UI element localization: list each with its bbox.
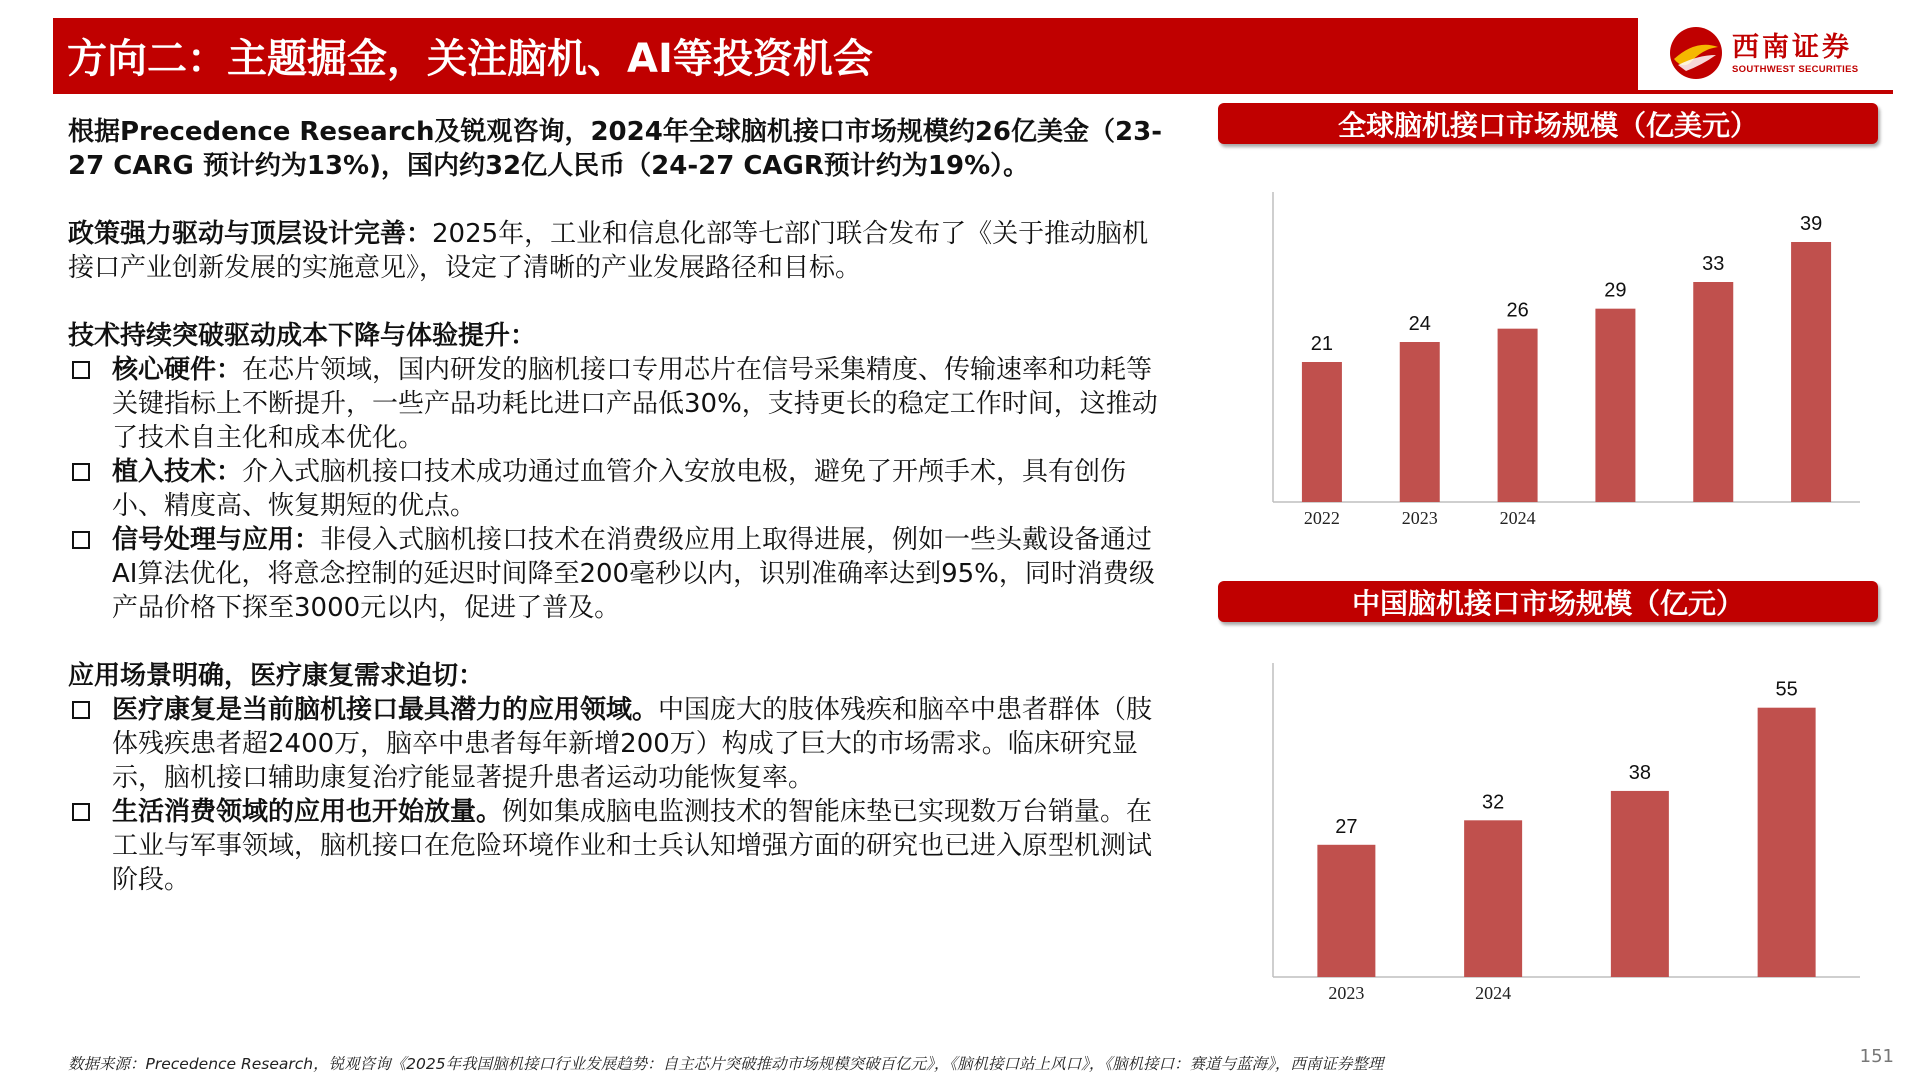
bullet-text: 例如集成脑电监测技术的智能床垫已实现数万台销量。在工业与军事领域，脑机接口在危险环境作业和士兵认知增强方面的研究也已进入原型机测试阶段。: [112, 797, 1153, 895]
list-item: [68, 455, 1168, 523]
bullet-label: 植入技术：: [112, 457, 243, 487]
bar: [1791, 242, 1831, 502]
bar: [1595, 309, 1635, 502]
data-label: 38: [1628, 761, 1651, 784]
bar: [1464, 820, 1522, 977]
bar: [1611, 791, 1669, 977]
list-item: [68, 353, 1168, 455]
bullet-text: 在芯片领域，国内研发的脑机接口专用芯片在信号采集精度、传输速率和功耗等关键指标上不断提升，一些产品功耗比进口产品低30%，支持更长的稳定工作时间，这推动了技术自主化和成本优化。: [112, 355, 1158, 453]
x-tick-label: 2023: [1328, 983, 1365, 1003]
tech-heading: 技术持续突破驱动成本下降与体验提升：: [68, 321, 537, 351]
checkbox-bullet-icon: [72, 803, 90, 821]
data-label: 27: [1335, 815, 1358, 838]
data-label: 32: [1482, 791, 1505, 814]
bar: [1693, 282, 1733, 502]
bullet-label: 核心硬件：: [112, 355, 243, 385]
data-source-note: 数据来源：Precedence Research，锐观咨询《2025年我国脑机接口行业发展趋势：自主芯片突破推动市场规模突破百亿元》，《脑机接口站上风口》，《脑机接口：赛道与蓝海》，西南证券整理: [68, 1055, 1384, 1073]
global-chart-title-text: 全球脑机接口市场规模（亿美元）: [1337, 108, 1758, 142]
list-item: [68, 523, 1168, 625]
checkbox-bullet-icon: [72, 531, 90, 549]
bar: [1317, 845, 1375, 977]
bullet-label: 生活消费领域的应用也开始放量。: [112, 797, 503, 827]
global-market-bar-chart: [1260, 180, 1880, 540]
data-label: 26: [1506, 299, 1529, 322]
bar: [1758, 708, 1816, 977]
logo-english-name: SOUTHWEST SECURITIES: [1732, 63, 1859, 75]
china-chart-title-text: 中国脑机接口市场规模（亿元）: [1351, 586, 1744, 620]
page-title-bar: [53, 18, 1638, 93]
data-label: 39: [1799, 213, 1823, 235]
data-label: 29: [1604, 279, 1627, 302]
x-tick-label: 2022: [1303, 508, 1340, 528]
bullet-text: 介入式脑机接口技术成功通过血管介入安放电极，避免了开颅手术，具有创伤小、精度高、恢复期短的优点。: [112, 457, 1127, 521]
policy-text: 2025年，工业和信息化部等七部门联合发布了《关于推动脑机接口产业创新发展的实施意见》，设定了清晰的产业发展路径和目标。: [68, 219, 1149, 283]
page-number: 151: [1859, 1046, 1894, 1067]
bullet-label: 医疗康复是当前脑机接口最具潜力的应用领域。: [112, 695, 659, 725]
china-market-bar-chart: [1260, 655, 1880, 1015]
list-item: [68, 795, 1168, 897]
checkbox-bullet-icon: [72, 361, 90, 379]
data-label: 21: [1310, 333, 1334, 355]
bar: [1302, 362, 1342, 502]
data-label: 55: [1775, 678, 1798, 701]
checkbox-bullet-icon: [72, 701, 90, 719]
logo-chinese-name: 西南证券: [1732, 31, 1852, 63]
bullet-label: 信号处理与应用：: [112, 525, 321, 555]
china-chart-title: [1218, 581, 1878, 622]
bullet-text: 非侵入式脑机接口技术在消费级应用上取得进展，例如一些头戴设备通过AI算法优化，将意念控制的延迟时间降至200毫秒以内，识别准确率达到95%，同时消费级产品价格下探至3000元以内，促进了普及。: [112, 525, 1155, 623]
intro-paragraph: 根据Precedence Research及锐观咨询，2024年全球脑机接口市场规模约26亿美金（23-27 CARG 预计约为13%)，国内约32亿人民币（24-27 CAGR预计约为19%）。: [68, 117, 1162, 181]
x-tick-label: 2023: [1401, 508, 1438, 528]
global-chart-title: [1218, 103, 1878, 144]
policy-paragraph: [68, 217, 1168, 285]
x-tick-label: 2024: [1475, 983, 1512, 1003]
checkbox-bullet-icon: [72, 463, 90, 481]
company-logo: [1668, 20, 1878, 86]
list-item: [68, 693, 1168, 795]
page-title: 方向二：主题掘金，关注脑机、AI等投资机会: [67, 36, 873, 82]
main-text: [68, 115, 1168, 897]
x-tick-label: 2024: [1499, 508, 1536, 528]
app-heading: 应用场景明确，医疗康复需求迫切：: [68, 661, 485, 691]
bullet-text: 中国庞大的肢体残疾和脑卒中患者群体（肢体残疾患者超2400万，脑卒中患者每年新增200万）构成了巨大的市场需求。临床研究显示，脑机接口辅助康复治疗能显著提升患者运动功能恢复率。: [112, 695, 1153, 793]
policy-heading: 政策强力驱动与顶层设计完善：: [68, 219, 433, 249]
bar: [1498, 329, 1538, 502]
data-label: 24: [1408, 313, 1431, 335]
data-label: 33: [1702, 253, 1725, 275]
bar: [1400, 342, 1440, 502]
title-divider: [53, 90, 1893, 94]
logo-emblem-icon: [1668, 25, 1724, 81]
